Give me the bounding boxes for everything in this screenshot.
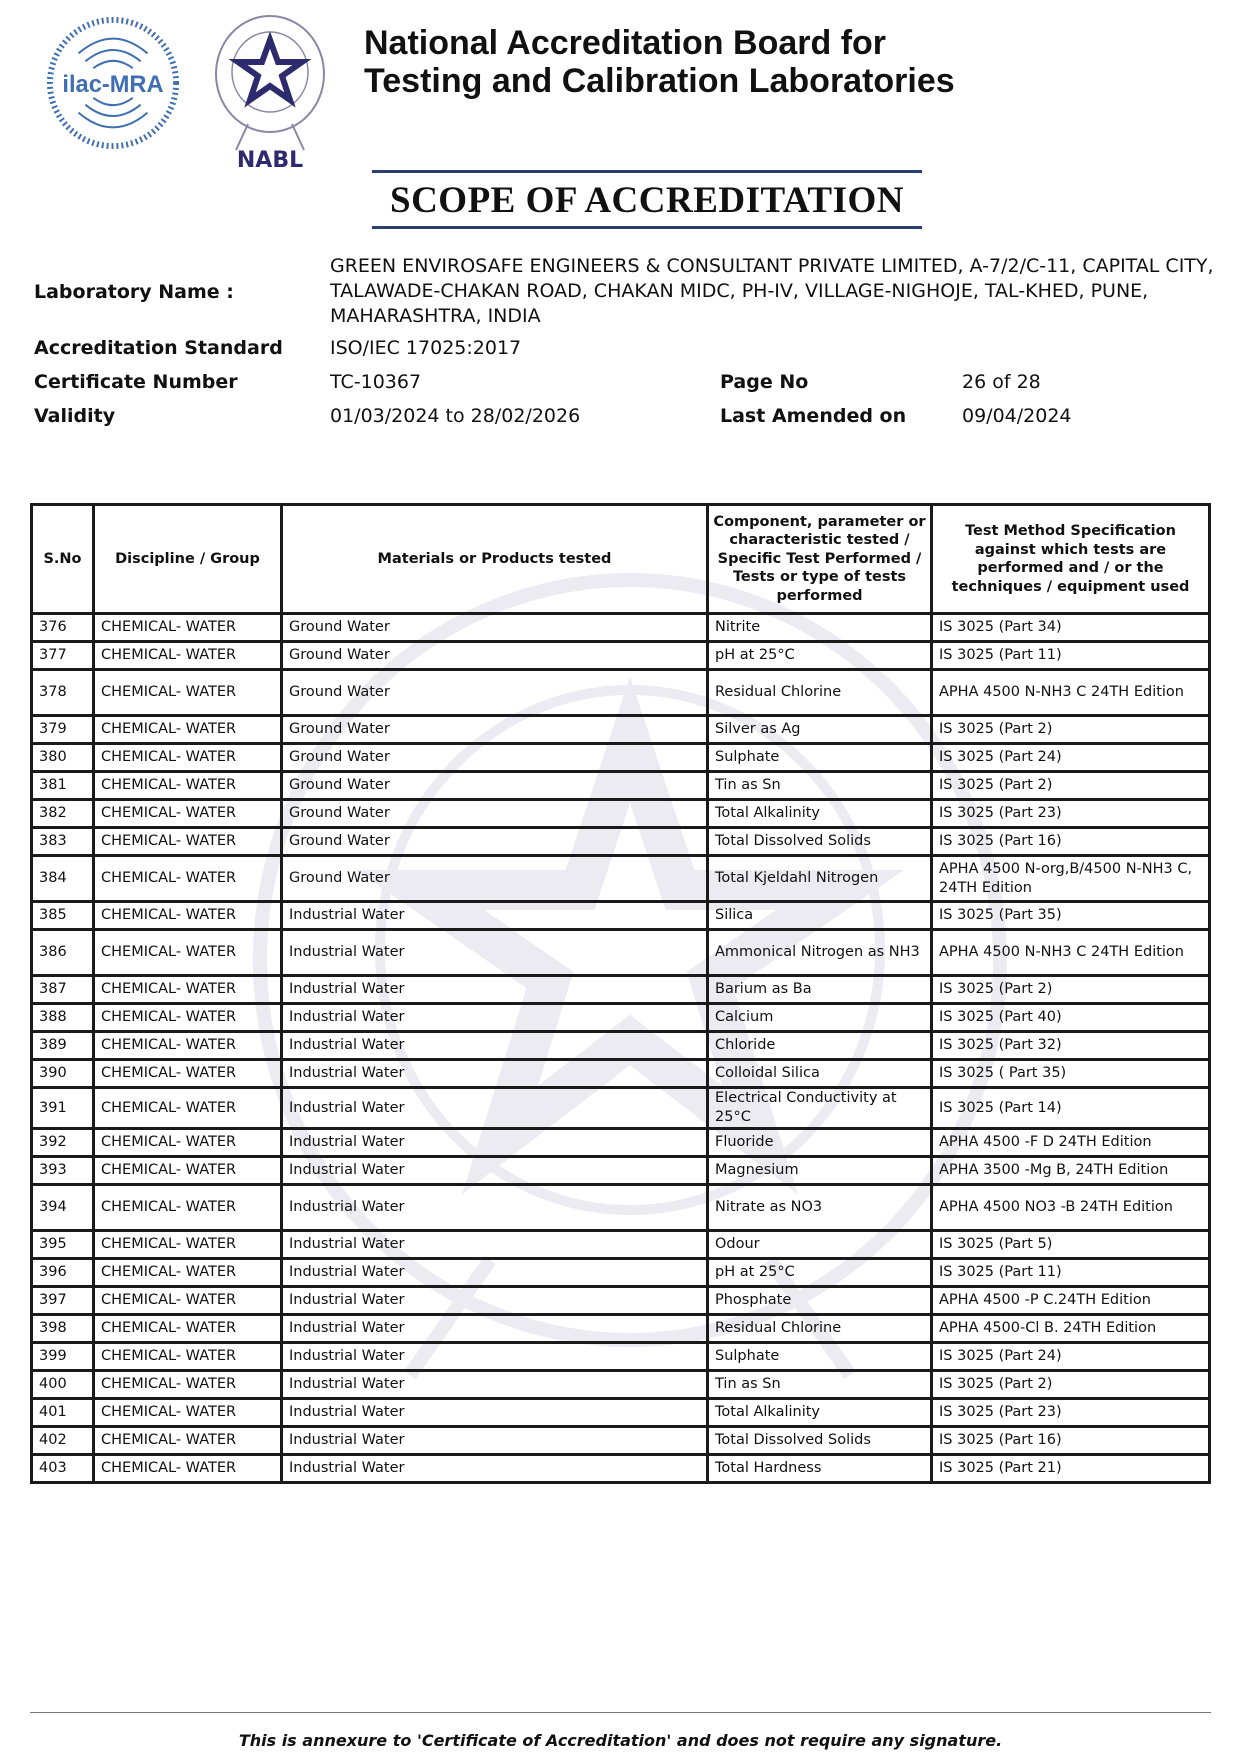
cell-material: Ground Water — [282, 772, 708, 800]
cell-sno: 388 — [32, 1004, 94, 1032]
cell-material: Industrial Water — [282, 976, 708, 1004]
page-number-label: Page No — [720, 371, 809, 393]
cell-test-method: APHA 4500 -F D 24TH Edition — [932, 1129, 1210, 1157]
cell-material: Industrial Water — [282, 1315, 708, 1343]
cell-sno: 389 — [32, 1032, 94, 1060]
cell-material: Ground Water — [282, 828, 708, 856]
table-row — [32, 772, 1210, 800]
cell-test-method: APHA 4500-Cl B. 24TH Edition — [932, 1315, 1210, 1343]
cell-material: Industrial Water — [282, 1185, 708, 1231]
table-row — [32, 1231, 1210, 1259]
accreditation-info — [34, 254, 1214, 433]
cell-test-method: IS 3025 (Part 40) — [932, 1004, 1210, 1032]
cell-material: Ground Water — [282, 856, 708, 902]
cell-sno: 391 — [32, 1088, 94, 1129]
table-row — [32, 1185, 1210, 1231]
cell-sno: 390 — [32, 1060, 94, 1088]
cell-sno: 377 — [32, 642, 94, 670]
cell-material: Industrial Water — [282, 1343, 708, 1371]
organization-title-line-1: National Accreditation Board for — [364, 24, 887, 62]
cell-material: Ground Water — [282, 716, 708, 744]
cell-component: Nitrate as NO3 — [708, 1185, 932, 1231]
scope-heading — [372, 170, 922, 229]
cell-test-method: APHA 4500 N-NH3 C 24TH Edition — [932, 930, 1210, 976]
cell-sno: 387 — [32, 976, 94, 1004]
validity-row — [34, 399, 1214, 433]
cell-sno: 395 — [32, 1231, 94, 1259]
header-materials: Materials or Products tested — [282, 505, 708, 614]
ilac-mra-logo — [44, 14, 182, 152]
accreditation-standard-row — [34, 331, 1214, 365]
cell-component: Electrical Conductivity at 25°C — [708, 1088, 932, 1129]
cell-material: Industrial Water — [282, 1455, 708, 1483]
cell-discipline: CHEMICAL- WATER — [94, 976, 282, 1004]
table-row — [32, 976, 1210, 1004]
cell-sno: 378 — [32, 670, 94, 716]
certificate-number-value: TC-10367 — [330, 370, 422, 393]
cell-test-method: IS 3025 (Part 32) — [932, 1032, 1210, 1060]
cell-test-method: IS 3025 (Part 5) — [932, 1231, 1210, 1259]
cell-test-method: IS 3025 (Part 16) — [932, 1427, 1210, 1455]
cell-test-method: APHA 4500 -P C.24TH Edition — [932, 1287, 1210, 1315]
header-component: Component, parameter or characteristic tested / Specific Test Performed / Tests or type of tests performed — [708, 505, 932, 614]
table-row — [32, 1455, 1210, 1483]
cell-component: Odour — [708, 1231, 932, 1259]
cell-test-method: IS 3025 (Part 11) — [932, 642, 1210, 670]
cell-material: Industrial Water — [282, 1231, 708, 1259]
table-row — [32, 1343, 1210, 1371]
cell-component: Silver as Ag — [708, 716, 932, 744]
table-body — [32, 614, 1210, 1483]
cell-discipline: CHEMICAL- WATER — [94, 1004, 282, 1032]
cell-sno: 392 — [32, 1129, 94, 1157]
table-row — [32, 744, 1210, 772]
cell-discipline: CHEMICAL- WATER — [94, 1259, 282, 1287]
organization-title — [364, 24, 955, 100]
cell-discipline: CHEMICAL- WATER — [94, 828, 282, 856]
table-row — [32, 1371, 1210, 1399]
cell-discipline: CHEMICAL- WATER — [94, 1157, 282, 1185]
cell-test-method: IS 3025 (Part 34) — [932, 614, 1210, 642]
cell-material: Ground Water — [282, 670, 708, 716]
cell-component: Magnesium — [708, 1157, 932, 1185]
cell-sno: 379 — [32, 716, 94, 744]
table-row — [32, 1157, 1210, 1185]
table-header-row — [32, 505, 1210, 614]
cell-discipline: CHEMICAL- WATER — [94, 1399, 282, 1427]
cell-discipline: CHEMICAL- WATER — [94, 930, 282, 976]
cell-test-method: IS 3025 (Part 24) — [932, 1343, 1210, 1371]
cell-discipline: CHEMICAL- WATER — [94, 744, 282, 772]
cell-sno: 396 — [32, 1259, 94, 1287]
ilac-logo-text: ilac-MRA — [62, 71, 164, 98]
cell-discipline: CHEMICAL- WATER — [94, 642, 282, 670]
scope-table-container — [30, 503, 1211, 1484]
cell-material: Industrial Water — [282, 930, 708, 976]
header-test-method: Test Method Specification against which tests are performed and / or the techniques / equipment used — [932, 505, 1210, 614]
table-row — [32, 1032, 1210, 1060]
cell-discipline: CHEMICAL- WATER — [94, 614, 282, 642]
header-discipline: Discipline / Group — [94, 505, 282, 614]
cell-discipline: CHEMICAL- WATER — [94, 1060, 282, 1088]
cell-discipline: CHEMICAL- WATER — [94, 1231, 282, 1259]
cell-discipline: CHEMICAL- WATER — [94, 1287, 282, 1315]
last-amended-label: Last Amended on — [720, 405, 907, 427]
table-row — [32, 800, 1210, 828]
cell-material: Ground Water — [282, 800, 708, 828]
table-row — [32, 614, 1210, 642]
table-row — [32, 1287, 1210, 1315]
accreditation-standard-value: ISO/IEC 17025:2017 — [330, 336, 522, 359]
cell-material: Ground Water — [282, 614, 708, 642]
cell-component: Ammonical Nitrogen as NH3 — [708, 930, 932, 976]
cell-test-method: IS 3025 (Part 24) — [932, 744, 1210, 772]
cell-test-method: IS 3025 (Part 23) — [932, 800, 1210, 828]
cell-test-method: APHA 4500 N-NH3 C 24TH Edition — [932, 670, 1210, 716]
certificate-number-label: Certificate Number — [34, 371, 238, 393]
cell-sno: 398 — [32, 1315, 94, 1343]
cell-component: Silica — [708, 902, 932, 930]
cell-test-method: APHA 3500 -Mg B, 24TH Edition — [932, 1157, 1210, 1185]
cell-sno: 385 — [32, 902, 94, 930]
cell-sno: 380 — [32, 744, 94, 772]
cell-component: Colloidal Silica — [708, 1060, 932, 1088]
cell-test-method: IS 3025 (Part 21) — [932, 1455, 1210, 1483]
cell-test-method: IS 3025 (Part 23) — [932, 1399, 1210, 1427]
cell-discipline: CHEMICAL- WATER — [94, 1129, 282, 1157]
cell-material: Industrial Water — [282, 1004, 708, 1032]
nabl-logo-text: NABL — [236, 148, 304, 172]
cell-material: Industrial Water — [282, 1259, 708, 1287]
table-row — [32, 642, 1210, 670]
cell-component: Total Alkalinity — [708, 800, 932, 828]
table-row — [32, 828, 1210, 856]
cell-material: Industrial Water — [282, 1088, 708, 1129]
scope-table — [30, 503, 1211, 1484]
laboratory-name-value: GREEN ENVIROSAFE ENGINEERS & CONSULTANT PRIVATE LIMITED, A-7/2/C-11, CAPITAL CITY, TALAWADE-CHAKAN ROAD, CHAKAN MIDC, PH-IV, VILLAGE-NIGHOJE, TAL-KHED, PUNE, MAHARASHTRA, INDIA — [330, 255, 1214, 327]
organization-title-line-2: Testing and Calibration Laboratories — [364, 62, 955, 100]
table-row — [32, 856, 1210, 902]
cell-test-method: IS 3025 (Part 2) — [932, 772, 1210, 800]
cell-material: Industrial Water — [282, 1287, 708, 1315]
cell-component: Total Hardness — [708, 1455, 932, 1483]
cell-material: Ground Water — [282, 744, 708, 772]
cell-sno: 381 — [32, 772, 94, 800]
cell-sno: 402 — [32, 1427, 94, 1455]
cell-component: Phosphate — [708, 1287, 932, 1315]
cell-discipline: CHEMICAL- WATER — [94, 772, 282, 800]
cell-discipline: CHEMICAL- WATER — [94, 902, 282, 930]
cell-component: Tin as Sn — [708, 772, 932, 800]
scope-title: SCOPE OF ACCREDITATION — [390, 180, 904, 221]
cell-material: Industrial Water — [282, 1399, 708, 1427]
cell-test-method: APHA 4500 NO3 -B 24TH Edition — [932, 1185, 1210, 1231]
cell-sno: 401 — [32, 1399, 94, 1427]
last-amended-value: 09/04/2024 — [962, 404, 1072, 427]
table-row — [32, 1315, 1210, 1343]
table-row — [32, 1129, 1210, 1157]
cell-sno: 399 — [32, 1343, 94, 1371]
cell-component: Sulphate — [708, 744, 932, 772]
table-row — [32, 1259, 1210, 1287]
cell-discipline: CHEMICAL- WATER — [94, 1185, 282, 1231]
table-row — [32, 716, 1210, 744]
cell-sno: 400 — [32, 1371, 94, 1399]
cell-discipline: CHEMICAL- WATER — [94, 856, 282, 902]
cell-discipline: CHEMICAL- WATER — [94, 1088, 282, 1129]
cell-component: Total Dissolved Solids — [708, 828, 932, 856]
cell-component: Fluoride — [708, 1129, 932, 1157]
footer-divider — [30, 1712, 1211, 1713]
table-row — [32, 1004, 1210, 1032]
cell-test-method: IS 3025 (Part 2) — [932, 1371, 1210, 1399]
footer-note: This is annexure to 'Certificate of Accreditation' and does not require any signature. — [238, 1731, 1003, 1750]
cell-component: Sulphate — [708, 1343, 932, 1371]
cell-test-method: IS 3025 (Part 2) — [932, 976, 1210, 1004]
laboratory-name-row — [34, 254, 1214, 329]
cell-sno: 383 — [32, 828, 94, 856]
cell-material: Ground Water — [282, 642, 708, 670]
cell-material: Industrial Water — [282, 1371, 708, 1399]
table-row — [32, 930, 1210, 976]
cell-material: Industrial Water — [282, 1427, 708, 1455]
cell-component: Tin as Sn — [708, 1371, 932, 1399]
cell-component: Residual Chlorine — [708, 1315, 932, 1343]
table-row — [32, 1088, 1210, 1129]
cell-component: pH at 25°C — [708, 1259, 932, 1287]
cell-test-method: IS 3025 (Part 14) — [932, 1088, 1210, 1129]
cell-component: pH at 25°C — [708, 642, 932, 670]
cell-sno: 376 — [32, 614, 94, 642]
validity-label: Validity — [34, 405, 116, 427]
cell-material: Industrial Water — [282, 902, 708, 930]
cell-sno: 394 — [32, 1185, 94, 1231]
cell-material: Industrial Water — [282, 1032, 708, 1060]
cell-test-method: IS 3025 ( Part 35) — [932, 1060, 1210, 1088]
cell-discipline: CHEMICAL- WATER — [94, 1455, 282, 1483]
cell-test-method: APHA 4500 N-org,B/4500 N-NH3 C, 24TH Edition — [932, 856, 1210, 902]
cell-test-method: IS 3025 (Part 11) — [932, 1259, 1210, 1287]
cell-discipline: CHEMICAL- WATER — [94, 1343, 282, 1371]
cell-component: Chloride — [708, 1032, 932, 1060]
cell-sno: 403 — [32, 1455, 94, 1483]
cell-discipline: CHEMICAL- WATER — [94, 1427, 282, 1455]
nabl-logo — [208, 12, 332, 172]
cell-sno: 393 — [32, 1157, 94, 1185]
cell-discipline: CHEMICAL- WATER — [94, 1032, 282, 1060]
cell-component: Barium as Ba — [708, 976, 932, 1004]
page-number-value: 26 of 28 — [962, 370, 1041, 393]
cell-test-method: IS 3025 (Part 35) — [932, 902, 1210, 930]
cell-sno: 382 — [32, 800, 94, 828]
cell-component: Residual Chlorine — [708, 670, 932, 716]
cell-material: Industrial Water — [282, 1129, 708, 1157]
table-row — [32, 1060, 1210, 1088]
cell-discipline: CHEMICAL- WATER — [94, 670, 282, 716]
scope-bottom-rule — [372, 226, 922, 229]
cell-component: Total Kjeldahl Nitrogen — [708, 856, 932, 902]
cell-material: Industrial Water — [282, 1157, 708, 1185]
cell-sno: 384 — [32, 856, 94, 902]
cell-test-method: IS 3025 (Part 2) — [932, 716, 1210, 744]
cell-component: Nitrite — [708, 614, 932, 642]
cell-discipline: CHEMICAL- WATER — [94, 716, 282, 744]
cell-sno: 397 — [32, 1287, 94, 1315]
laboratory-name-label: Laboratory Name : — [34, 280, 234, 303]
header-sno: S.No — [32, 505, 94, 614]
table-row — [32, 1399, 1210, 1427]
cell-test-method: IS 3025 (Part 16) — [932, 828, 1210, 856]
cell-discipline: CHEMICAL- WATER — [94, 800, 282, 828]
cell-component: Total Alkalinity — [708, 1399, 932, 1427]
cell-component: Total Dissolved Solids — [708, 1427, 932, 1455]
table-row — [32, 1427, 1210, 1455]
table-row — [32, 902, 1210, 930]
cell-discipline: CHEMICAL- WATER — [94, 1315, 282, 1343]
table-row — [32, 670, 1210, 716]
cell-discipline: CHEMICAL- WATER — [94, 1371, 282, 1399]
cell-material: Industrial Water — [282, 1060, 708, 1088]
cell-component: Calcium — [708, 1004, 932, 1032]
certificate-number-row — [34, 365, 1214, 399]
accreditation-standard-label: Accreditation Standard — [34, 337, 283, 359]
validity-value: 01/03/2024 to 28/02/2026 — [330, 404, 581, 427]
cell-sno: 386 — [32, 930, 94, 976]
